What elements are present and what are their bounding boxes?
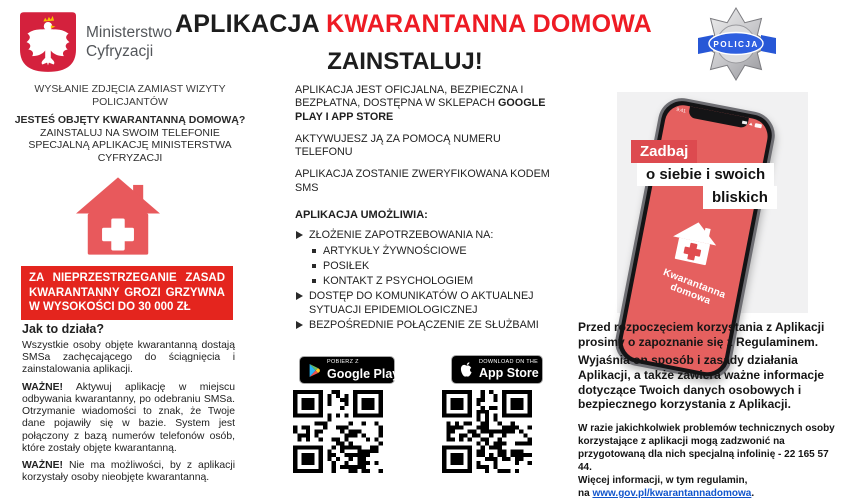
mid-para-verify: APLIKACJA ZOSTANIE ZWERYFIKOWANA KODEM SMS: [295, 168, 550, 194]
terms-para-2: Wyjaśnia on sposób i zasady działania Aplikacji, a także zawiera ważne informacje dotyczące Twoich danych osobowych i bezpiecznego korzystania z Aplikacji.: [578, 353, 825, 412]
apple-icon: [460, 362, 473, 378]
feature-sub-1: ARTYKUŁY ŻYWNOŚCIOWE: [312, 245, 555, 258]
google-play-badge[interactable]: [299, 356, 400, 384]
arrow-bullet-icon: [296, 292, 303, 300]
gov-website-link[interactable]: www.gov.pl/kwarantannadomowa: [592, 487, 752, 499]
wifi-icon: [749, 122, 753, 126]
app-store-badge[interactable]: [451, 355, 543, 384]
more-info-para: [578, 474, 836, 500]
poster-title: [175, 10, 652, 39]
house-cross-icon: [76, 177, 160, 255]
slogan-label-2: o siebie i swoich: [637, 163, 774, 186]
phone-status-icons: [742, 121, 762, 128]
how-para-1: Wszystkie osoby objęte kwarantanną dostają SMSa zachęcającego do ściągnięcia i zainstalowania aplikacji.: [22, 339, 235, 376]
app-house-icon: [669, 218, 721, 267]
link-prefix: na: [578, 487, 593, 499]
qr-code-google-play: [293, 390, 383, 473]
slogan-label-1: Zadbaj: [631, 140, 697, 163]
square-bullet-icon: [312, 279, 316, 283]
poster-title-block: [175, 10, 652, 76]
police-badge-label: POLICJA: [713, 39, 759, 49]
phone-promo-card: [617, 92, 808, 313]
battery-icon: [755, 123, 763, 128]
app-store-badge-caption: DOWNLOAD ON THE: [479, 358, 539, 365]
helpline-para: W razie jakichkolwiek problemów technicznych osoby korzystające z aplikacji mogą zadzwonić na przygotowaną dla nich specjalną infolinię - 22 165 57 44.: [578, 422, 835, 473]
left-intro-text: WYSŁANIE ZDJĘCIA ZAMIAST WIZYTY POLICJANTÓW: [34, 83, 226, 109]
features-title: APLIKACJA UMOŻLIWIA:: [295, 208, 428, 221]
feature-sub-2: POSIŁEK: [312, 260, 555, 273]
feature-sub-3: KONTAKT Z PSYCHOLOGIEM: [312, 275, 555, 288]
arrow-bullet-icon: [296, 321, 303, 329]
how-it-works-title: Jak to działa?: [22, 322, 104, 336]
title-black: APLIKACJA: [175, 10, 319, 38]
important-label-2: WAŻNE!: [22, 460, 63, 472]
title-red: KWARANTANNA DOMOWA: [326, 10, 652, 38]
phone-status-time: 9:41: [675, 106, 687, 115]
google-play-badge-label: Google Play: [327, 366, 400, 381]
how-para-3: WAŻNE! Nie ma możliwości, by z aplikacji korzystały osoby nieobjęte kwarantanną.: [22, 460, 235, 484]
middle-info-column: [295, 84, 555, 334]
fine-warning-banner: ZA NIEPRZESTRZEGANIE ZASAD KWARANTANNY GROZI GRZYWNA W WYSOKOŚCI DO 30 000 ZŁ: [21, 266, 233, 320]
more-info-text: Więcej informacji, w tym regulamin,: [578, 474, 748, 486]
poster-subtitle: ZAINSTALUJ!: [327, 48, 483, 75]
feature-item-3: BEZPOŚREDNIE POŁĄCZENIE ZE SŁUŻBAMI: [295, 319, 555, 332]
stores-bold-text: GOOGLE PLAY I APP STORE: [295, 97, 546, 123]
quarantine-question: JESTEŚ OBJĘTY KWARANTANNĄ DOMOWĄ?: [14, 114, 246, 126]
feature-item-1: ZŁOŻENIE ZAPOTRZEBOWANIA NA:: [295, 229, 555, 242]
left-quarantine-block: [13, 114, 247, 164]
google-play-badge-caption: POBIERZ Z: [327, 359, 359, 365]
important-label-1: WAŻNE!: [22, 381, 63, 393]
signal-icon: [742, 121, 747, 125]
slogan-label-3: bliskich: [703, 186, 777, 209]
phone-notch: [688, 106, 749, 128]
ministry-logo-text: [86, 24, 172, 62]
ministry-line2: Cyfryzacji: [86, 42, 154, 60]
mid-para-official: APLIKACJA JEST OFICJALNA, BEZPIECZNA I BEZPŁATNA, DOSTĘPNA W SKLEPACH GOOGLE PLAY I APP STORE: [295, 84, 546, 123]
app-store-badge-label: App Store: [479, 366, 539, 380]
how-it-works-section: [22, 322, 235, 490]
ministry-line1: Ministerstwo: [86, 24, 173, 41]
app-name-label: Kwarantanna domowa: [661, 267, 728, 308]
right-info-column: [578, 320, 836, 500]
terms-para-1: Przed rozpoczęciem korzystania z Aplikacji prosimy o zapoznanie się z Regulaminem.: [578, 320, 825, 349]
how-para-2: WAŻNE! Aktywuj aplikację w miejscu odbywania kwarantanny, po odebraniu SMSa. Otrzymanie wiadomości to znak, że Twoje dane pojawiły się w bazie. System jest połączony z bazą numerów telefonów osób, które zostały objęte kwarantanną.: [22, 381, 235, 454]
feature-item-2: DOSTĘP DO KOMUNIKATÓW O AKTUALNEJ SYTUACJI EPIDEMIOLOGICZNEJ: [295, 290, 555, 317]
qr-code-app-store: [442, 390, 532, 473]
google-play-icon: [308, 363, 321, 378]
police-badge-icon: [698, 3, 776, 89]
poland-coat-of-arms-icon: [20, 11, 76, 75]
install-instruction: ZAINSTALUJ NA SWOIM TELEFONIE SPECJALNĄ APLIKACJĘ MINISTERSTWA CYFRYZACJI: [28, 126, 232, 164]
mid-para-activate: AKTYWUJESZ JĄ ZA POMOCĄ NUMERU TELEFONU: [295, 132, 501, 159]
link-suffix: .: [751, 487, 755, 499]
square-bullet-icon: [312, 264, 316, 268]
arrow-bullet-icon: [296, 231, 303, 239]
square-bullet-icon: [312, 249, 316, 253]
